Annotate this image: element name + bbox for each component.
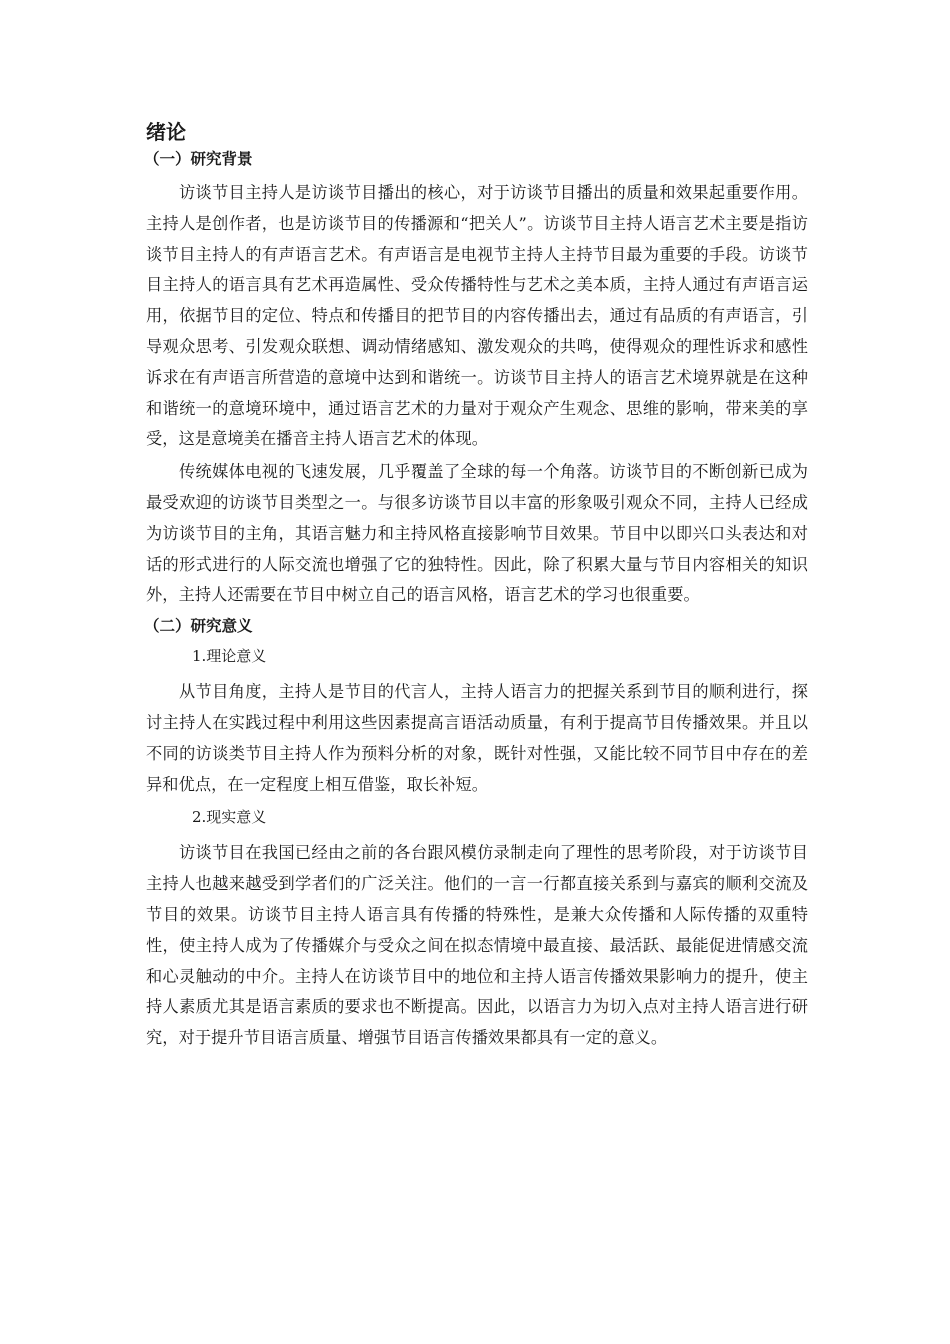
section-heading-background: （一）研究背景 bbox=[144, 150, 253, 168]
paragraph-theory: 从节目角度，主持人是节目的代言人，主持人语言力的把握关系到节目的顺利进行，探讨主持人在实践过程中利用这些因素提高言语活动质量，有利于提高节目传播效果。并且以不同的访谈类节目主持人作为预料分析的对象，既针对性强，又能比较不同节目中存在的差异和优点，在一定程度上相互借鉴，取长补短。 bbox=[146, 682, 808, 794]
page-title: 绪论 bbox=[146, 120, 186, 144]
document-body bbox=[146, 118, 808, 1056]
subsection-heading-theory: 1.理论意义 bbox=[192, 647, 267, 666]
paragraph-practice: 访谈节目在我国已经由之前的各台跟风模仿录制走向了理性的思考阶段，对于访谈节目主持人也越来越受到学者们的广泛关注。他们的一言一行都直接关系到与嘉宾的顺利交流及节目的效果。访谈节目主持人语言具有传播的特殊性，是兼大众传播和人际传播的双重特性，使主持人成为了传播媒介与受众之间在拟态情境中最直接、最活跃、最能促进情感交流和心灵触动的中介。主持人在访谈节目中的地位和主持人语言传播效果影响力的提升，使主持人素质尤其是语言素质的要求也不断提高。因此，以语言力为切入点对主持人语言进行研究，对于提升节目语言质量、增强节目语言传播效果都具有一定的意义。 bbox=[146, 843, 808, 1048]
subsection-heading-practice: 2.现实意义 bbox=[192, 808, 267, 827]
paragraph-background-2: 传统媒体电视的飞速发展，几乎覆盖了全球的每一个角落。访谈节目的不断创新已成为最受欢迎的访谈节目类型之一。与很多访谈节目以丰富的形象吸引观众不同，主持人已经成为访谈节目的主角，其语言魅力和主持风格直接影响节目效果。节目中以即兴口头表达和对话的形式进行的人际交流也增强了它的独特性。因此，除了积累大量与节目内容相关的知识外，主持人还需要在节目中树立自己的语言风格，语言艺术的学习也很重要。 bbox=[146, 462, 808, 605]
paragraph-background-1: 访谈节目主持人是访谈节目播出的核心，对于访谈节目播出的质量和效果起重要作用。主持人是创作者，也是访谈节目的传播源和“把关人”。访谈节目主持人语言艺术主要是指访谈节目主持人的有声语言艺术。有声语言是电视节主持人主持节目最为重要的手段。访谈节目主持人的语言具有艺术再造属性、受众传播特性与艺术之美本质，主持人通过有声语言运用，依据节目的定位、特点和传播目的把节目的内容传播出去，通过有品质的有声语言，引导观众思考、引发观众联想、调动情绪感知、激发观众的共鸣，使得观众的理性诉求和感性诉求在有声语言所营造的意境中达到和谐统一。访谈节目主持人的语言艺术境界就是在这种和谐统一的意境环境中，通过语言艺术的力量对于观众产生观念、思维的影响，带来美的享受，这是意境美在播音主持人语言艺术的体现。 bbox=[146, 183, 808, 449]
section-heading-significance: （二）研究意义 bbox=[144, 617, 253, 636]
